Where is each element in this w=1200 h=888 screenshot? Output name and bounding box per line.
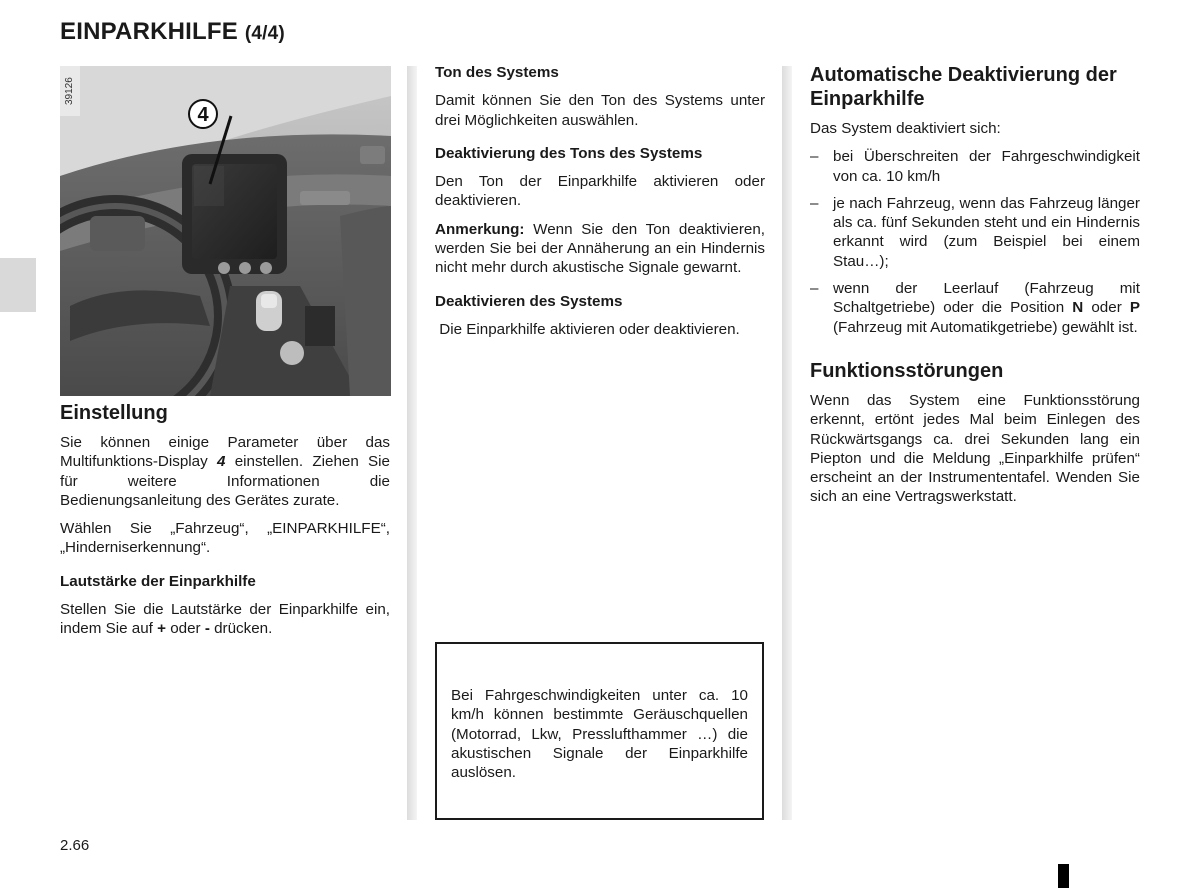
subheading-volume: Lautstärke der Einparkhilfe — [60, 572, 256, 590]
paragraph-volume — [60, 600, 390, 639]
note-text: Wenn Sie den Ton deaktivieren, werden Sie bei der Annäherung an ein Hindernis nicht mehr durch akustische Signale gewarnt. — [435, 220, 765, 277]
list-item-text: je nach Fahrzeug, wenn das Fahrzeug länger als ca. fünf Sekunden steht und ein Hindernis erkannt wird (zum Beispiel bei einem Stau…); — [833, 194, 1140, 270]
column-divider-2 — [782, 66, 792, 820]
list-item-text-or: oder — [1083, 299, 1130, 317]
column-divider-1 — [407, 66, 417, 820]
list-item-text: bei Überschreiten der Fahrgeschwindigkeit von ca. 10 km/h — [833, 148, 1140, 185]
callout-label: 4 — [197, 104, 209, 126]
paragraph-sound: Damit können Sie den Ton des Systems unter drei Möglichkeiten auswählen. — [435, 92, 765, 129]
list-item — [810, 279, 1140, 337]
list-item-text-start: wenn der Leerlauf (Fahrzeug mit Schaltgetriebe) oder die Position — [833, 280, 1140, 317]
paragraph-malfunctions: Wenn das System eine Funktionsstörung erkennt, ertönt jedes Mal beim Einlegen des Rückwärtsgangs ca. drei Sekunden lang ein Piepton und die Meldung „Einparkhilfe prüfen“ erscheint an der Instrumententafel. Wenden Sie sich an eine Vertragswerkstatt. — [810, 391, 1140, 506]
paragraph-auto-deactivation: Das System deaktiviert sich: — [810, 120, 1001, 137]
list-item-text-end: (Fahrzeug mit Automatikgetriebe) gewählt ist. — [833, 318, 1138, 336]
corner-mark — [1058, 864, 1069, 888]
list-dash: – — [810, 280, 819, 298]
volume-text-start: Stellen Sie die Lautstärke der Einparkhilfe ein, indem Sie auf — [60, 601, 390, 638]
gear-position-p: P — [1129, 299, 1140, 317]
heading-auto-deactivation: Automatische Deaktivierung der Einparkhilfe — [810, 64, 1117, 110]
deactivation-list — [810, 147, 1140, 337]
title-part: (4/4) — [244, 23, 285, 44]
volume-text-or: oder — [165, 620, 205, 638]
paragraph-display — [60, 433, 390, 510]
note-label: Anmerkung: — [435, 220, 525, 238]
paragraph-note — [435, 220, 765, 278]
list-item — [810, 194, 1140, 271]
dashboard-illustration — [60, 66, 391, 396]
column-middle — [435, 63, 765, 348]
column-left — [60, 401, 390, 648]
info-box-text: Bei Fahrgeschwindigkeiten unter ca. 10 km/h können bestimmte Geräuschquellen (Motorrad, Lkw, Presslufthammer …) die akustischen Signale der Einparkhilfe auslösen. — [451, 687, 748, 782]
section-tab — [0, 258, 36, 312]
gear-position-n: N — [1072, 299, 1084, 317]
paragraph-deactivate-sound: Den Ton der Einparkhilfe aktivieren oder deaktivieren. — [435, 173, 765, 210]
figure-code: 39126 — [60, 66, 80, 116]
subheading-deactivate-system: Deaktivieren des Systems — [435, 292, 623, 310]
info-box — [435, 642, 764, 820]
plus-key: + — [157, 620, 166, 638]
subheading-deactivate-sound: Deaktivierung des Tons des Systems — [435, 144, 703, 162]
volume-text-end: drücken. — [209, 620, 273, 638]
column-right — [810, 63, 1140, 516]
list-dash: – — [810, 194, 819, 212]
title-main: EINPARKHILFE — [60, 18, 238, 45]
paragraph-menu-path: Wählen Sie „Fahrzeug“, „EINPARKHILFE“, „Hinderniserkennung“. — [60, 520, 390, 557]
minus-key: - — [204, 620, 210, 638]
subheading-sound: Ton des Systems — [435, 64, 559, 81]
heading-einstellung: Einstellung — [60, 402, 168, 424]
paragraph-deactivate-system: Die Einparkhilfe aktivieren oder deaktivieren. — [435, 320, 740, 338]
display-number: 4 — [216, 453, 226, 471]
list-item — [810, 147, 1140, 186]
page-title — [60, 18, 285, 46]
heading-malfunctions: Funktionsstörungen — [810, 359, 1004, 382]
list-dash: – — [810, 148, 819, 166]
dashboard-photo — [60, 66, 391, 396]
display-text-end: einstellen. Ziehen Sie für weitere Informationen die Bedienungsanleitung des Gerätes zurate. — [60, 453, 391, 509]
page-number: 2.66 — [60, 837, 90, 854]
display-text-start: Sie können einige Parameter über das Multifunktions-Display — [60, 434, 390, 471]
